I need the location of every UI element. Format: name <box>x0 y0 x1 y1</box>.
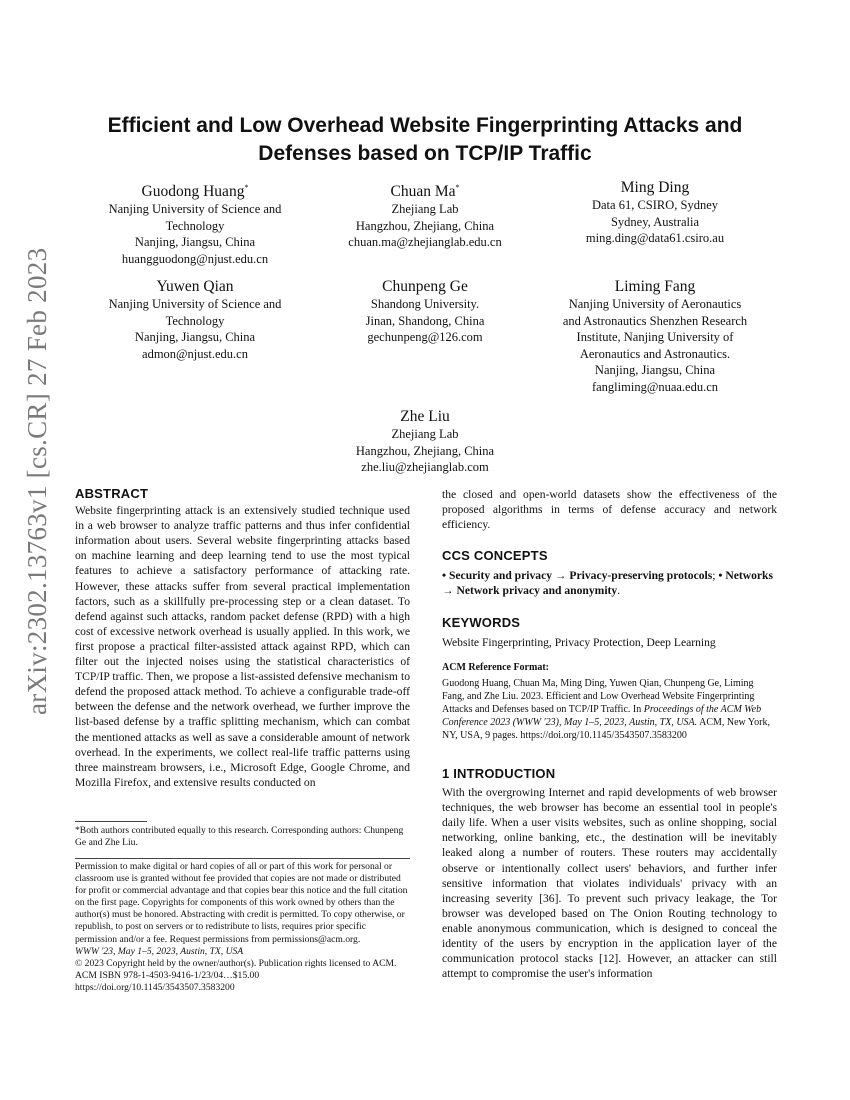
author-block <box>315 277 535 346</box>
author-affiliation: Institute, Nanjing University of <box>576 330 734 344</box>
author-location: Nanjing, Jiangsu, China <box>134 235 256 250</box>
title-line-1: Efficient and Low Overhead Website Fingerprinting Attacks and <box>107 114 743 137</box>
venue-line: WWW '23, May 1–5, 2023, Austin, TX, USA <box>75 945 244 957</box>
author-affiliation: Technology <box>165 313 225 328</box>
introduction-heading: 1 INTRODUCTION <box>442 766 556 781</box>
abstract-text: Website fingerprinting attack is an extensively studied technique used in a web browser to analyze traffic patterns and thus infer confidential information about users. Several website fingerprinting attacks based on machine learning and deep learning tend to use the most typical features to achieve a satisfactory performance of attacking rate. However, these attacks suffer from several practical implementation factors, such as a skillfully pre-processing step or a clean dataset. To defend against such attacks, random packet defense (RPD) with a high cost of excessive network overhead is usually applied. In this work, we first propose a practical filter-assisted attack against RPD, which can filter out the injected noises using the statistical characteristics of TCP/IP traffic. Then, we propose a list-assisted defensive mechanism to defend the proposed attack method. To achieve a configurable trade-off between the defense and the network overhead, we further improve the list-based defense by a traffic splitting mechanism, which can combat the mentioned attacks as well as save a considerable amount of network overhead. In the experiments, we collect real-life traffic patterns using three mainstream browsers, i.e., Microsoft Edge, Google Chrome, and Mozilla Firefox, and extensive results conducted on <box>75 504 410 789</box>
author-affiliation: Data 61, CSIRO, Sydney <box>591 198 719 212</box>
introduction-text: With the overgrowing Internet and rapid developments of web browser techniques, the web browser has become an essential tool in people's daily life. When a user visits websites, such as online shopping, social networking, online banking, etc., the destination will be inevitably leaked along a number of routers. These routers may accidentally observe or intentionally collect users' behaviors, and further infer sensitive information that violates individuals' privacy with an increasing severity [36]. To prevent such privacy leakage, the Tor browser was developed based on The Onion Routing technology to enable anonymous communication, which is designed to conceal the identity of the users by encryption in the application layer of the communication protocol stacks [12]. However, an attacker can still attempt to compromise the user's information <box>442 786 777 981</box>
author-email: fangliming@nuaa.edu.cn <box>591 379 719 394</box>
author-affiliation: Nanjing University of Aeronautics <box>568 297 742 311</box>
doi-link[interactable]: https://doi.org/10.1145/3543507.3583200 <box>75 981 235 993</box>
abstract-heading: ABSTRACT <box>75 486 149 501</box>
permission-divider <box>75 858 410 859</box>
author-email: ming.ding@data61.csiro.au <box>585 231 725 245</box>
abstract-section <box>75 486 410 790</box>
author-affiliation: and Astronautics Shenzhen Research <box>562 313 748 328</box>
abstract-continuation <box>442 487 777 532</box>
author-block <box>85 277 305 362</box>
author-name: Chunpeng Ge <box>382 278 468 295</box>
author-affiliation: Shandong University. <box>370 297 480 311</box>
author-name: Chuan Ma <box>390 183 456 201</box>
author-affiliation: Nanjing University of Science and <box>108 202 282 217</box>
author-location: Nanjing, Jiangsu, China <box>594 363 716 377</box>
author-name: Guodong Huang <box>141 183 245 201</box>
author-email: huangguodong@njust.edu.cn <box>121 251 269 266</box>
footnote-divider <box>75 821 147 822</box>
acm-reference <box>442 660 777 742</box>
author-location: Hangzhou, Zhejiang, China <box>355 218 495 233</box>
permission-text: Permission to make digital or hard copies of all or part of this work for personal or classroom use is granted without fee provided that copies are not made or distributed for profit or commercial advantage and that copies bear this notice and the full citation on the first page. Copyrights for components of this work owned by others than the author(s) must be honored. Abstracting with credit is permitted. To copy otherwise, or republish, to post on servers or to redistribute to lists, requires prior specific permission and/or a fee. Request permissions from permissions@acm.org. <box>75 861 408 945</box>
ccs-item: • Security and privacy → Privacy-preserving protocols <box>442 569 713 583</box>
acm-reference-proceedings: Proceedings of the ACM Web Conference 2023 (WWW '23), May 1–5, 2023, Austin, TX, USA. <box>442 704 762 729</box>
author-email: chuan.ma@zhejianglab.edu.cn <box>348 235 502 250</box>
author-location: Sydney, Australia <box>610 214 700 229</box>
keywords-text: Website Fingerprinting, Privacy Protection, Deep Learning <box>442 636 716 650</box>
author-affiliation: Zhejiang Lab <box>391 202 459 217</box>
arxiv-identifier: arXiv:2302.13763v1 [cs.CR] 27 Feb 2023 <box>22 247 52 715</box>
author-block <box>315 407 535 476</box>
author-block <box>315 178 535 251</box>
footnote <box>75 825 410 849</box>
author-block <box>535 277 775 395</box>
author-email: zhe.liu@zhejianglab.com <box>361 460 489 474</box>
author-block <box>545 178 765 247</box>
keywords-heading: KEYWORDS <box>442 615 521 630</box>
author-block <box>85 178 305 267</box>
author-affiliation: Nanjing University of Science and <box>108 297 282 311</box>
author-name: Liming Fang <box>614 278 696 295</box>
introduction-section <box>442 766 777 981</box>
author-affiliation: Aeronautics and Astronautics. <box>579 346 731 361</box>
author-location: Hangzhou, Zhejiang, China <box>355 443 495 458</box>
acm-reference-text-end: ACM, New York, NY, USA, 9 pages. https://doi.org/10.1145/3543507.3583200 <box>442 717 770 742</box>
keywords-section <box>442 615 777 650</box>
abstract-continuation-text: the closed and open-world datasets show the effectiveness of the proposed algorithms in terms of defense accuracy and network efficiency. <box>442 488 777 532</box>
author-location: Nanjing, Jiangsu, China <box>134 330 256 344</box>
author-affiliation: Technology <box>165 218 225 233</box>
ccs-item: • Networks → Network privacy and anonymity <box>442 569 774 598</box>
ccs-heading: CCS CONCEPTS <box>442 548 548 563</box>
author-location: Jinan, Shandong, China <box>365 313 485 328</box>
author-email: admon@njust.edu.cn <box>142 346 248 361</box>
ccs-separator: ; <box>712 569 719 583</box>
author-name: Ming Ding <box>620 179 690 196</box>
equal-contribution-mark: * <box>244 183 249 192</box>
ccs-section <box>442 548 777 598</box>
title-line-2: Defenses based on TCP/IP Traffic <box>258 142 592 165</box>
acm-reference-text: Guodong Huang, Chuan Ma, Ming Ding, Yuwen Qian, Chunpeng Ge, Liming Fang, and Zhe Liu. 2023. Efficient and Low Overhead Website Fingerprinting Attacks and Defenses based on TCP/IP Traffic. In <box>442 678 755 716</box>
footnote-text: *Both authors contributed equally to this research. Corresponding authors: Chunpeng Ge and Zhe Liu. <box>75 825 404 849</box>
author-name: Yuwen Qian <box>156 278 234 295</box>
copyright-line: © 2023 Copyright held by the owner/author(s). Publication rights licensed to ACM. <box>75 957 397 969</box>
isbn-line: ACM ISBN 978-1-4503-9416-1/23/04…$15.00 <box>75 969 260 981</box>
permission-block <box>75 861 410 994</box>
paper-title <box>60 112 790 168</box>
equal-contribution-mark: * <box>455 183 460 192</box>
author-name: Zhe Liu <box>400 408 450 425</box>
acm-reference-heading: ACM Reference Format: <box>442 662 549 673</box>
author-affiliation: Zhejiang Lab <box>391 427 459 441</box>
ccs-end: . <box>617 584 621 598</box>
author-email: gechunpeng@126.com <box>367 330 483 344</box>
